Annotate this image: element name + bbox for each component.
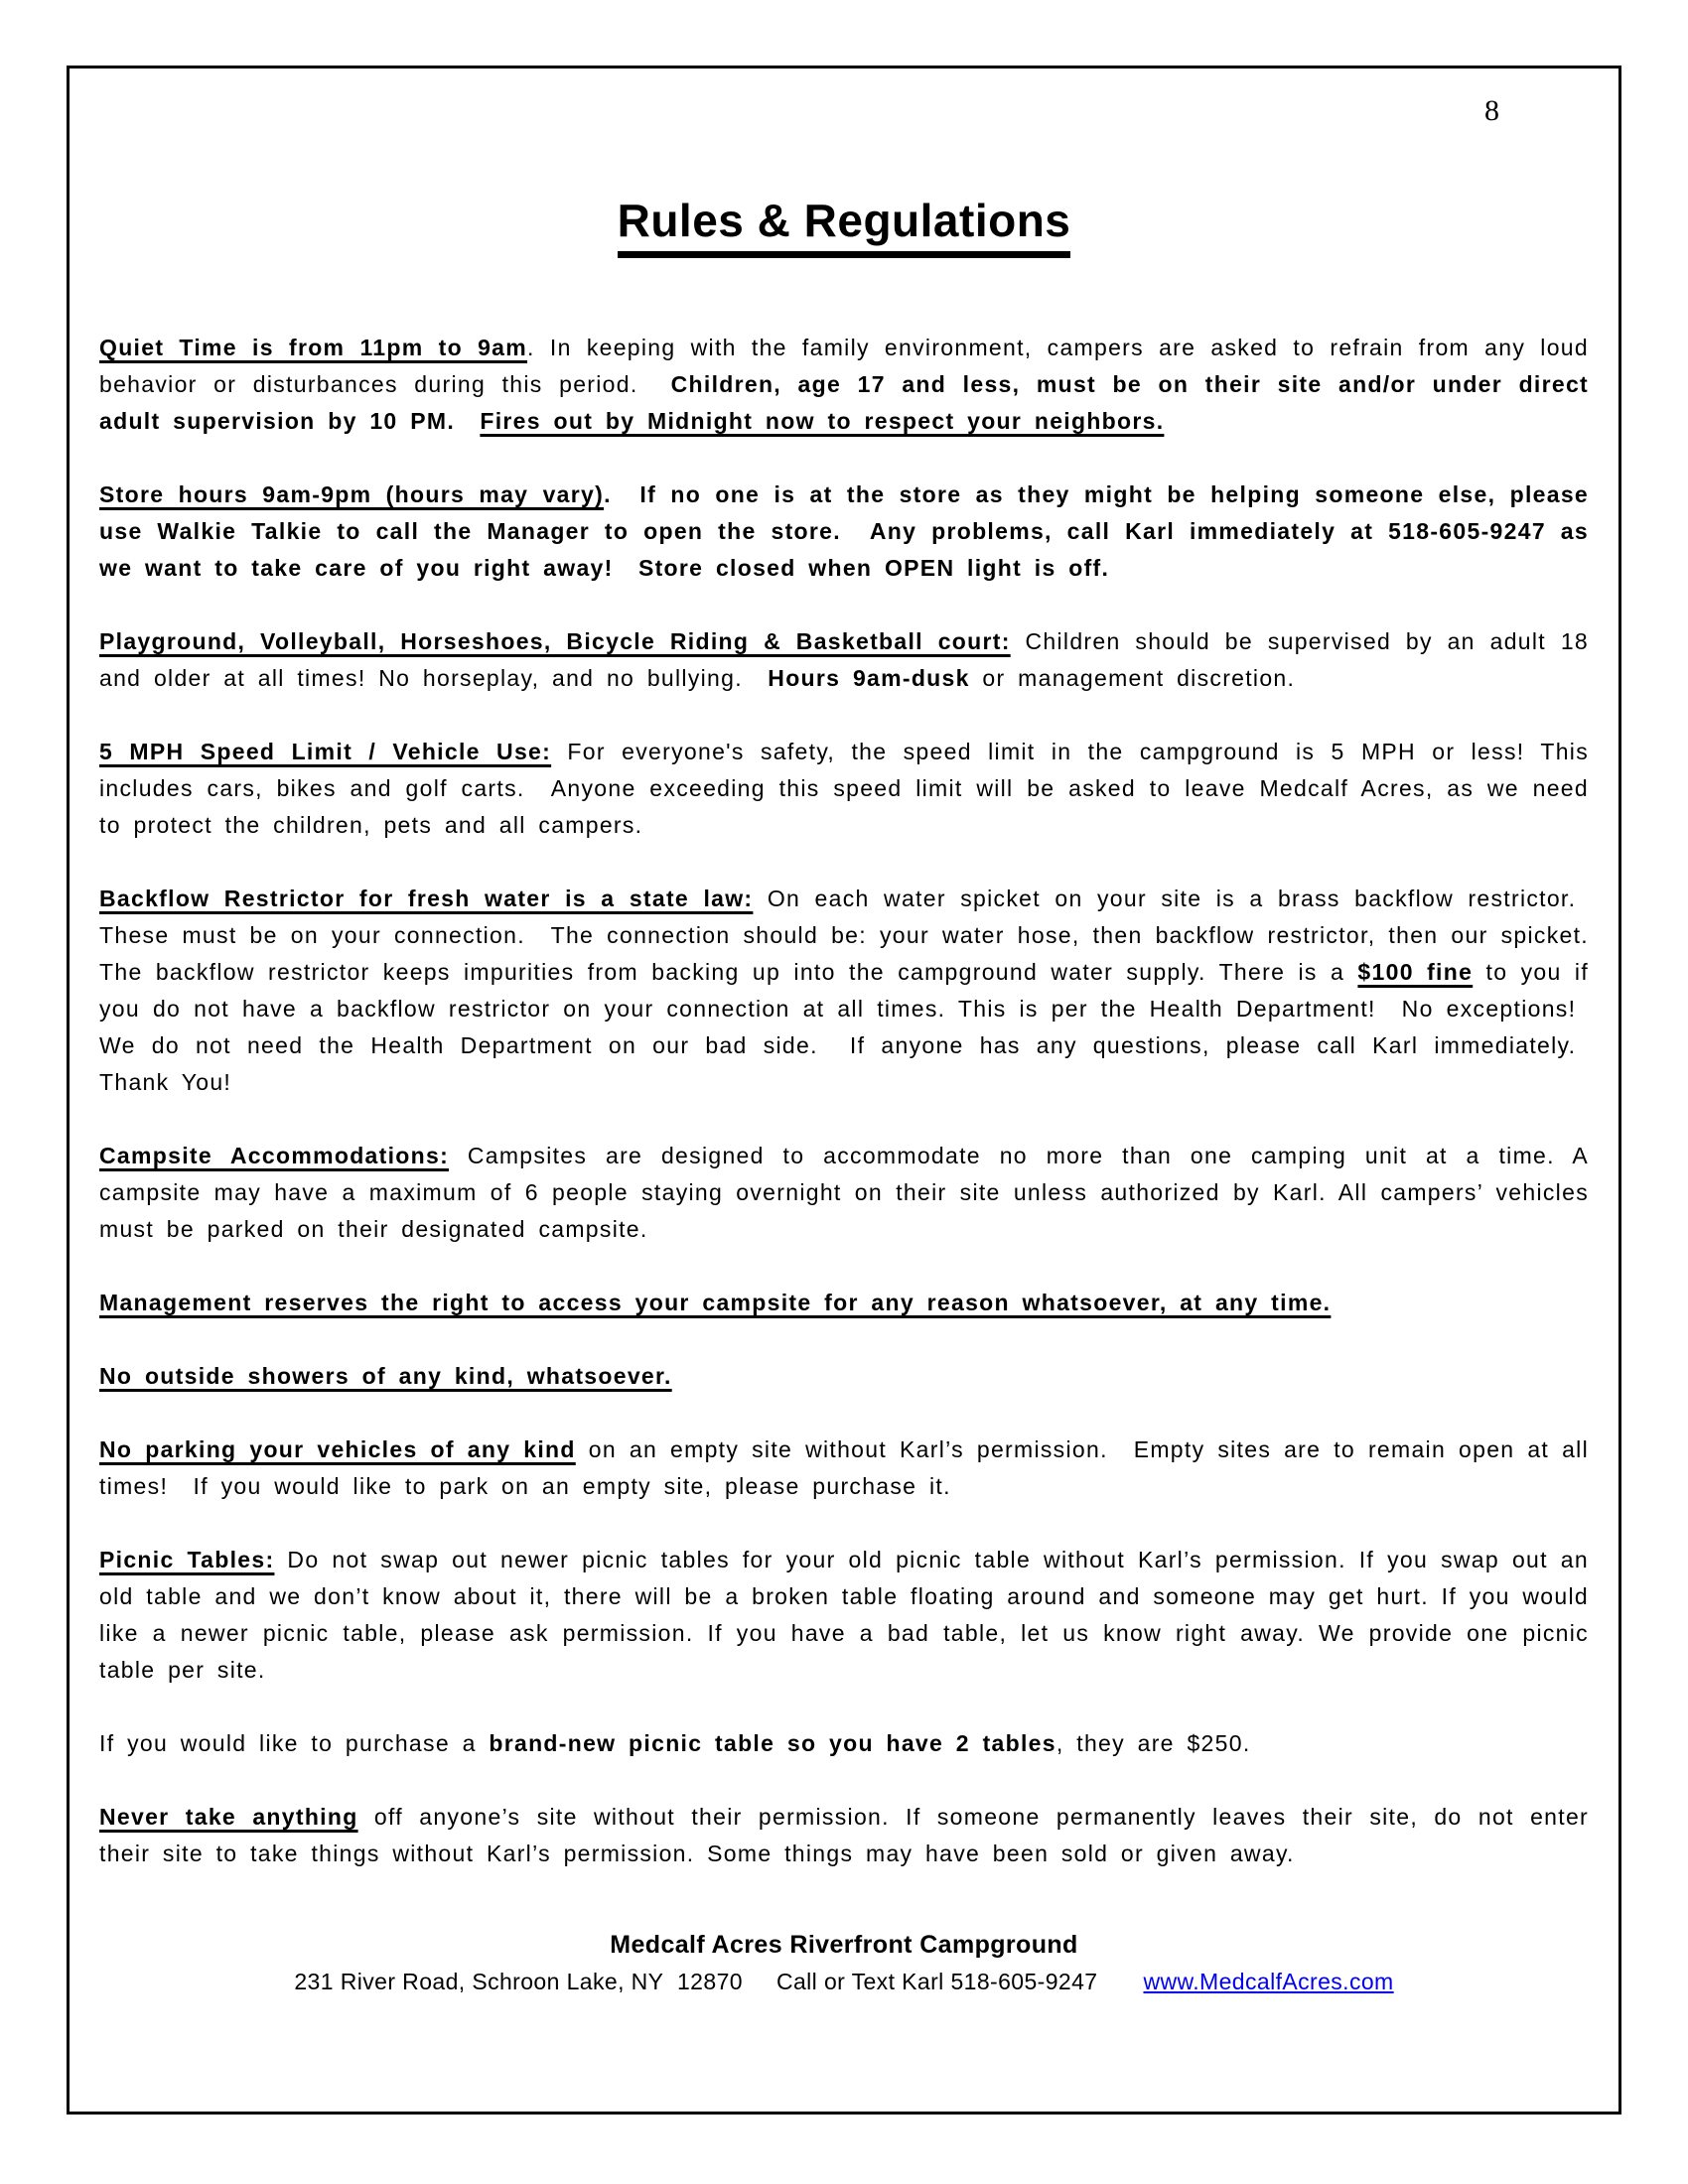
title-wrap (99, 68, 1589, 258)
rule-heading: Campsite Accommodations: (99, 1142, 450, 1168)
rule-text: to you if you do not have a backflow restrictor on your connection at all times. This is per the Health Department! No exceptions! We do not need the Health Department on our bad side. If anyone has any questions, please call Karl immediately. Thank You! (99, 958, 1590, 1095)
rule-heading: Never take anything (99, 1803, 358, 1830)
rule-heading: Backflow Restrictor for fresh water is a state law: (99, 885, 754, 911)
rule-heading: Picnic Tables: (99, 1546, 275, 1572)
page-content (70, 68, 1618, 2112)
rule-paragraph (99, 477, 1589, 587)
page-border (67, 66, 1621, 2115)
rule-text: , they are $250. (1055, 1729, 1251, 1756)
rules-list (99, 330, 1589, 1872)
rule-paragraph (99, 1542, 1589, 1689)
rule-heading: 5 MPH Speed Limit / Vehicle Use: (99, 738, 552, 764)
rule-paragraph (99, 734, 1589, 844)
rule-heading: Quiet Time is from 11pm to 9am (99, 334, 528, 360)
rule-text: If you would like to purchase a (99, 1729, 490, 1756)
footer-campground-name: Medcalf Acres Riverfront Campground (610, 1930, 1078, 1959)
rule-text: Children should be supervised by an adult 18 and older at all times! No horseplay, and no bullying. (99, 627, 1589, 691)
rule-text: . In keeping with the family environment, campers are asked to refrain from any loud behavior or disturbances during this period. (99, 334, 1589, 397)
rule-text: For everyone's safety, the speed limit in the campground is 5 MPH or less! This includes cars, bikes and golf carts. Anyone exceeding this speed limit will be asked to leave Medcalf Acres, as we need to protect the children, pets and all campers. (99, 738, 1589, 838)
rule-heading: Management reserves the right to access your campsite for any reason whatsoever, at any time. (99, 1289, 1332, 1315)
page-number: 8 (1484, 94, 1499, 127)
rule-text: off anyone’s site without their permission. If someone permanently leaves their site, do not enter their site to take things without Karl’s permission. Some things may have been sold or given away. (99, 1803, 1589, 1866)
rule-paragraph (99, 623, 1589, 697)
rule-heading: No parking your vehicles of any kind (99, 1435, 576, 1462)
rule-paragraph (99, 1285, 1589, 1321)
rule-paragraph (99, 1432, 1589, 1505)
rule-paragraph (99, 1725, 1589, 1762)
rule-heading: Store hours 9am-9pm (hours may vary) (99, 480, 605, 507)
rule-text: or management discretion. (969, 664, 1296, 691)
rule-paragraph (99, 1358, 1589, 1395)
footer-contact-line (99, 1964, 1589, 2000)
rule-heading: $100 fine (1357, 958, 1474, 985)
rule-heading: Fires out by Midnight now to respect your neighbors. (480, 407, 1165, 434)
rule-text: Children, age 17 and less, must be on their site and/or under direct adult supervision by 10 PM. (99, 370, 1589, 434)
rule-paragraph (99, 1138, 1589, 1248)
rule-text: . If no one is at the store as they might be helping someone else, please use Walkie Talkie to call the Manager to open the store. Any problems, call Karl immediately at 518-605-9247 as we want to take care of you right away! Store closed when OPEN light is off. (99, 480, 1590, 581)
footer-phone: Call or Text Karl 518-605-9247 (775, 1968, 1098, 1994)
rule-text: Hours 9am-dusk (768, 664, 970, 691)
rule-text: on an empty site without Karl’s permission. Empty sites are to remain open at all times! If you would like to park on an empty site, please purchase it. (99, 1435, 1589, 1499)
rule-paragraph (99, 1799, 1589, 1872)
footer-address: 231 River Road, Schroon Lake, NY 12870 (294, 1968, 743, 1994)
footer-website-link[interactable]: www.MedcalfAcres.com (1143, 1968, 1394, 1994)
rule-heading: Playground, Volleyball, Horseshoes, Bicycle Riding & Basketball court: (99, 627, 1011, 654)
rule-text: On each water spicket on your site is a brass backflow restrictor. These must be on your connection. The connection should be: your water hose, then backflow restrictor, then our spicket. The backflow restrictor keeps impurities from backing up into the campground water supply. There is a (99, 885, 1590, 985)
rule-paragraph (99, 881, 1589, 1101)
rule-heading: No outside showers of any kind, whatsoever. (99, 1362, 672, 1389)
page-title: Rules & Regulations (618, 196, 1071, 258)
rule-text: brand-new picnic table so you have 2 tables (489, 1729, 1056, 1756)
page-footer (99, 1927, 1589, 2000)
rule-text: Do not swap out newer picnic tables for your old picnic table without Karl’s permission. If you swap out an old table and we don’t know about it, there will be a broken table floating around and someone may get hurt. If you would like a newer picnic table, please ask permission. If you have a bad table, let us know right away. We provide one picnic table per site. (99, 1546, 1589, 1683)
rule-paragraph (99, 330, 1589, 440)
rule-text: Campsites are designed to accommodate no more than one camping unit at a time. A campsite may have a maximum of 6 people staying overnight on their site unless authorized by Karl. All campers’ vehicles must be parked on their designated campsite. (99, 1142, 1589, 1242)
